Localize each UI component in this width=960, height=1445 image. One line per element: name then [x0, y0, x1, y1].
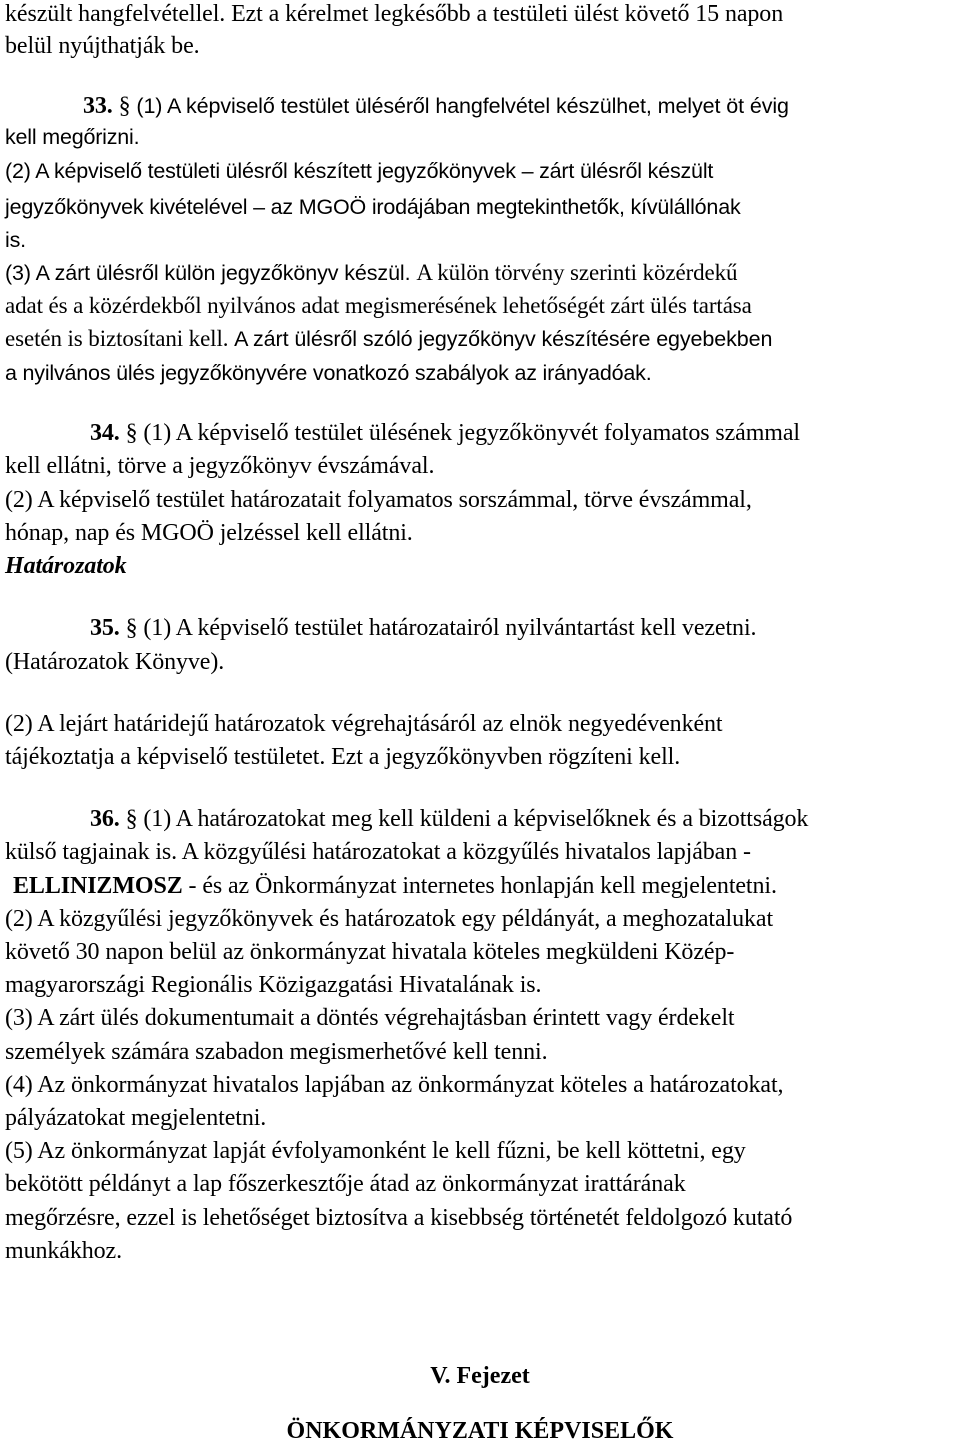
heading-hatarozatok: Határozatok [5, 553, 127, 579]
text-span: A zárt ülésről szóló jegyzőkönyv készítésére egyebekben [234, 327, 773, 351]
section-number: 34. [90, 420, 120, 446]
text-line: készült hangfelvétellel. Ezt a kérelmet legkésőbb a testületi ülést követő 15 napon [5, 1, 784, 27]
paragraph-sign: § [125, 806, 138, 832]
text-line: (2) A közgyűlési jegyzőkönyvek és határozatok egy példányát, a meghozatalukat [5, 906, 774, 932]
chapter-number: V. Fejezet [430, 1363, 530, 1389]
text-line: belül nyújthatják be. [5, 33, 200, 59]
text-line: megőrzésre, ezzel is lehetőséget biztosítva a kisebbség történetét feldolgozó kutató [5, 1205, 793, 1231]
text-line: (Határozatok Könyve). [5, 649, 225, 675]
text-span: (1) A határozatokat meg kell küldeni a képviselőknek és a bizottságok [137, 806, 809, 832]
text-span: - és az Önkormányzat internetes honlapján kell megjelentetni. [182, 873, 777, 899]
text-line [5, 325, 772, 353]
text-line [5, 259, 737, 287]
section-number: 35. [90, 615, 120, 641]
text-line: (3) A zárt ülés dokumentumait a döntés végrehajtásban érintett vagy érdekelt [5, 1005, 735, 1031]
text-line: (4) Az önkormányzat hivatalos lapjában az önkormányzat köteles a határozatokat, [5, 1072, 784, 1098]
text-line: magyarországi Regionális Közigazgatási Hivatalának is. [5, 972, 542, 998]
publication-name: ELLINIZMOSZ [13, 873, 183, 899]
text-line: külső tagjainak is. A közgyűlési határozatokat a közgyűlés hivatalos lapjában - [5, 839, 751, 865]
chapter-title: ÖNKORMÁNYZATI KÉPVISELŐK [286, 1418, 674, 1444]
text-line [5, 872, 777, 900]
text-line: kell megőrizni. [5, 125, 140, 149]
text-line: pályázatokat megjelentetni. [5, 1105, 267, 1131]
text-line: tájékoztatja a képviselő testületet. Ezt a jegyzőkönyvben rögzíteni kell. [5, 744, 681, 770]
section-number: 36. [90, 806, 120, 832]
text-line: (5) Az önkormányzat lapját évfolyamonként le kell fűzni, be kell köttetni, egy [5, 1138, 746, 1164]
text-line: jegyzőkönyvek kivételével – az MGOÖ irodájában megtekinthetők, kívülállónak [5, 195, 741, 219]
text-span: (1) A képviselő testület ülésének jegyzőkönyvét folyamatos számmal [137, 420, 800, 446]
text-line: (2) A lejárt határidejű határozatok végrehajtásáról az elnök negyedévenként [5, 711, 723, 737]
text-line: adat és a közérdekből nyilvános adat megismerésének lehetőségét zárt ülés tartása [5, 293, 752, 318]
section-33-line [5, 92, 789, 120]
paragraph-sign: § [125, 615, 138, 641]
text-line: a nyilvános ülés jegyzőkönyvére vonatkozó szabályok az irányadóak. [5, 361, 652, 385]
text-line: (2) A képviselő testületi ülésről készített jegyzőkönyvek – zárt ülésről készült [5, 159, 714, 183]
text-line: hónap, nap és MGOÖ jelzéssel kell ellátni. [5, 520, 413, 546]
text-line: (2) A képviselő testület határozatait folyamatos sorszámmal, törve évszámmal, [5, 487, 752, 513]
section-34-line [5, 419, 800, 447]
text-line: bekötött példányt a lap főszerkesztője átad az önkormányzat irattárának [5, 1171, 686, 1197]
text-line: személyek számára szabadon megismerhetővé kell tenni. [5, 1039, 548, 1065]
text-span: esetén is biztosítani kell. [5, 326, 235, 351]
paragraph-sign: § [118, 93, 131, 119]
section-36-line [5, 805, 808, 833]
text-line: követő 30 napon belül az önkormányzat hivatala köteles megküldeni Közép- [5, 939, 735, 965]
text-span: (1) A képviselő testület üléséről hangfelvétel készülhet, melyet öt évig [130, 94, 789, 118]
text-line: is. [5, 228, 26, 252]
text-span: (3) A zárt ülésről külön jegyzőkönyv készül. [5, 261, 417, 285]
text-span: A külön törvény szerinti közérdekű [416, 260, 738, 285]
paragraph-sign: § [125, 420, 138, 446]
section-35-line [5, 614, 756, 642]
text-line: kell ellátni, törve a jegyzőkönyv évszámával. [5, 453, 435, 479]
section-number: 33. [83, 93, 113, 119]
text-line: munkákhoz. [5, 1238, 122, 1264]
text-span: (1) A képviselő testület határozatairól nyilvántartást kell vezetni. [137, 615, 757, 641]
